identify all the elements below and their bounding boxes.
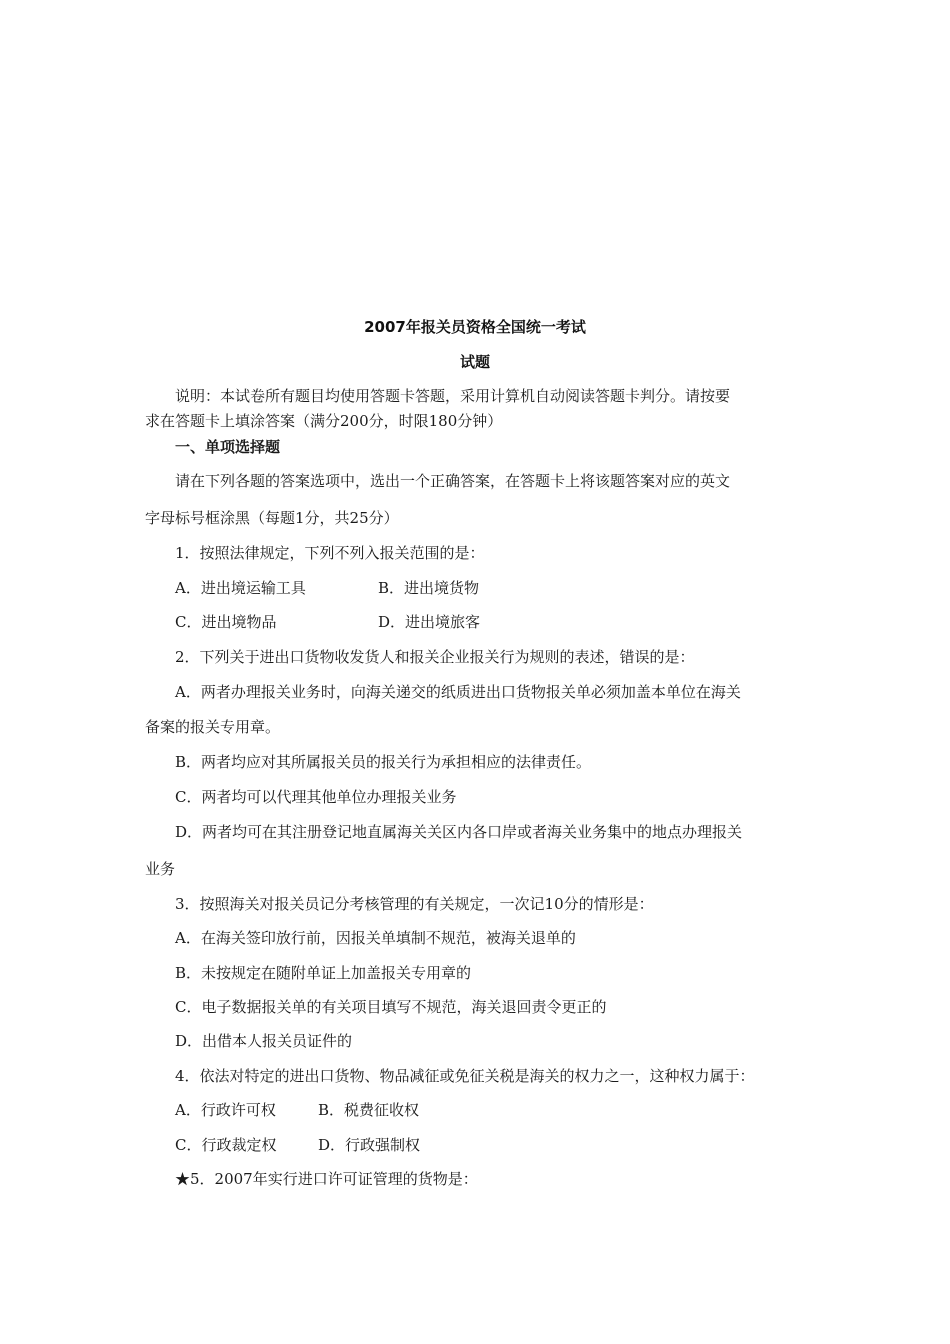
page-subtitle: 试题 <box>459 353 490 371</box>
question-4-stem: 4．依法对特定的进出口货物、物品减征或免征关税是海关的权力之一，这种权力属于： <box>175 1067 755 1085</box>
question-2-option-d-line-1: D．两者均可在其注册登记地直属海关关区内各口岸或者海关业务集中的地点办理报关 <box>175 823 743 841</box>
question-4-option-d: D．行政强制权 <box>318 1136 421 1154</box>
question-5-stem: ★5．2007年实行进口许可证管理的货物是： <box>175 1170 478 1188</box>
question-2-option-a-line-1: A．两者办理报关业务时，向海关递交的纸质进出口货物报关单必须加盖本单位在海关 <box>175 683 741 701</box>
question-1-option-c: C．进出境物品 <box>175 613 277 631</box>
instructions-line-1: 说明：本试卷所有题目均使用答题卡答题，采用计算机自动阅读答题卡判分。请按要 <box>175 387 731 405</box>
section-heading: 一、单项选择题 <box>175 438 281 456</box>
section-intro-line-2: 字母标号框涂黑（每题1分，共25分） <box>145 509 399 527</box>
question-1-option-b: B．进出境货物 <box>378 579 480 597</box>
section-intro-line-1: 请在下列各题的答案选项中，选出一个正确答案，在答题卡上将该题答案对应的英文 <box>175 472 731 490</box>
question-1-option-a: A．进出境运输工具 <box>175 579 306 597</box>
page-title: 2007年报关员资格全国统一考试 <box>364 318 586 336</box>
question-3-option-d: D．出借本人报关员证件的 <box>175 1032 353 1050</box>
question-2-option-c: C．两者均可以代理其他单位办理报关业务 <box>175 788 457 806</box>
question-4-option-a: A．行政许可权 <box>175 1101 276 1119</box>
question-1-option-d: D．进出境旅客 <box>378 613 481 631</box>
question-2-stem: 2．下列关于进出口货物收发货人和报关企业报关行为规则的表述，错误的是： <box>175 648 695 666</box>
question-2-option-d-line-2: 业务 <box>145 860 176 878</box>
question-3-option-a: A．在海关签印放行前，因报关单填制不规范，被海关退单的 <box>175 929 576 947</box>
question-2-option-b: B．两者均应对其所属报关员的报关行为承担相应的法律责任。 <box>175 753 592 771</box>
question-3-option-c: C．电子数据报关单的有关项目填写不规范，海关退回责令更正的 <box>175 998 607 1016</box>
question-4-option-b: B．税费征收权 <box>318 1101 420 1119</box>
question-3-option-b: B．未按规定在随附单证上加盖报关专用章的 <box>175 964 472 982</box>
instructions-line-2: 求在答题卡上填涂答案（满分200分，时限180分钟） <box>145 412 503 430</box>
question-4-option-c: C．行政裁定权 <box>175 1136 277 1154</box>
question-2-option-a-line-2: 备案的报关专用章。 <box>145 718 281 736</box>
question-3-stem: 3．按照海关对报关员记分考核管理的有关规定，一次记10分的情形是： <box>175 895 654 913</box>
question-1-stem: 1．按照法律规定，下列不列入报关范围的是： <box>175 544 485 562</box>
